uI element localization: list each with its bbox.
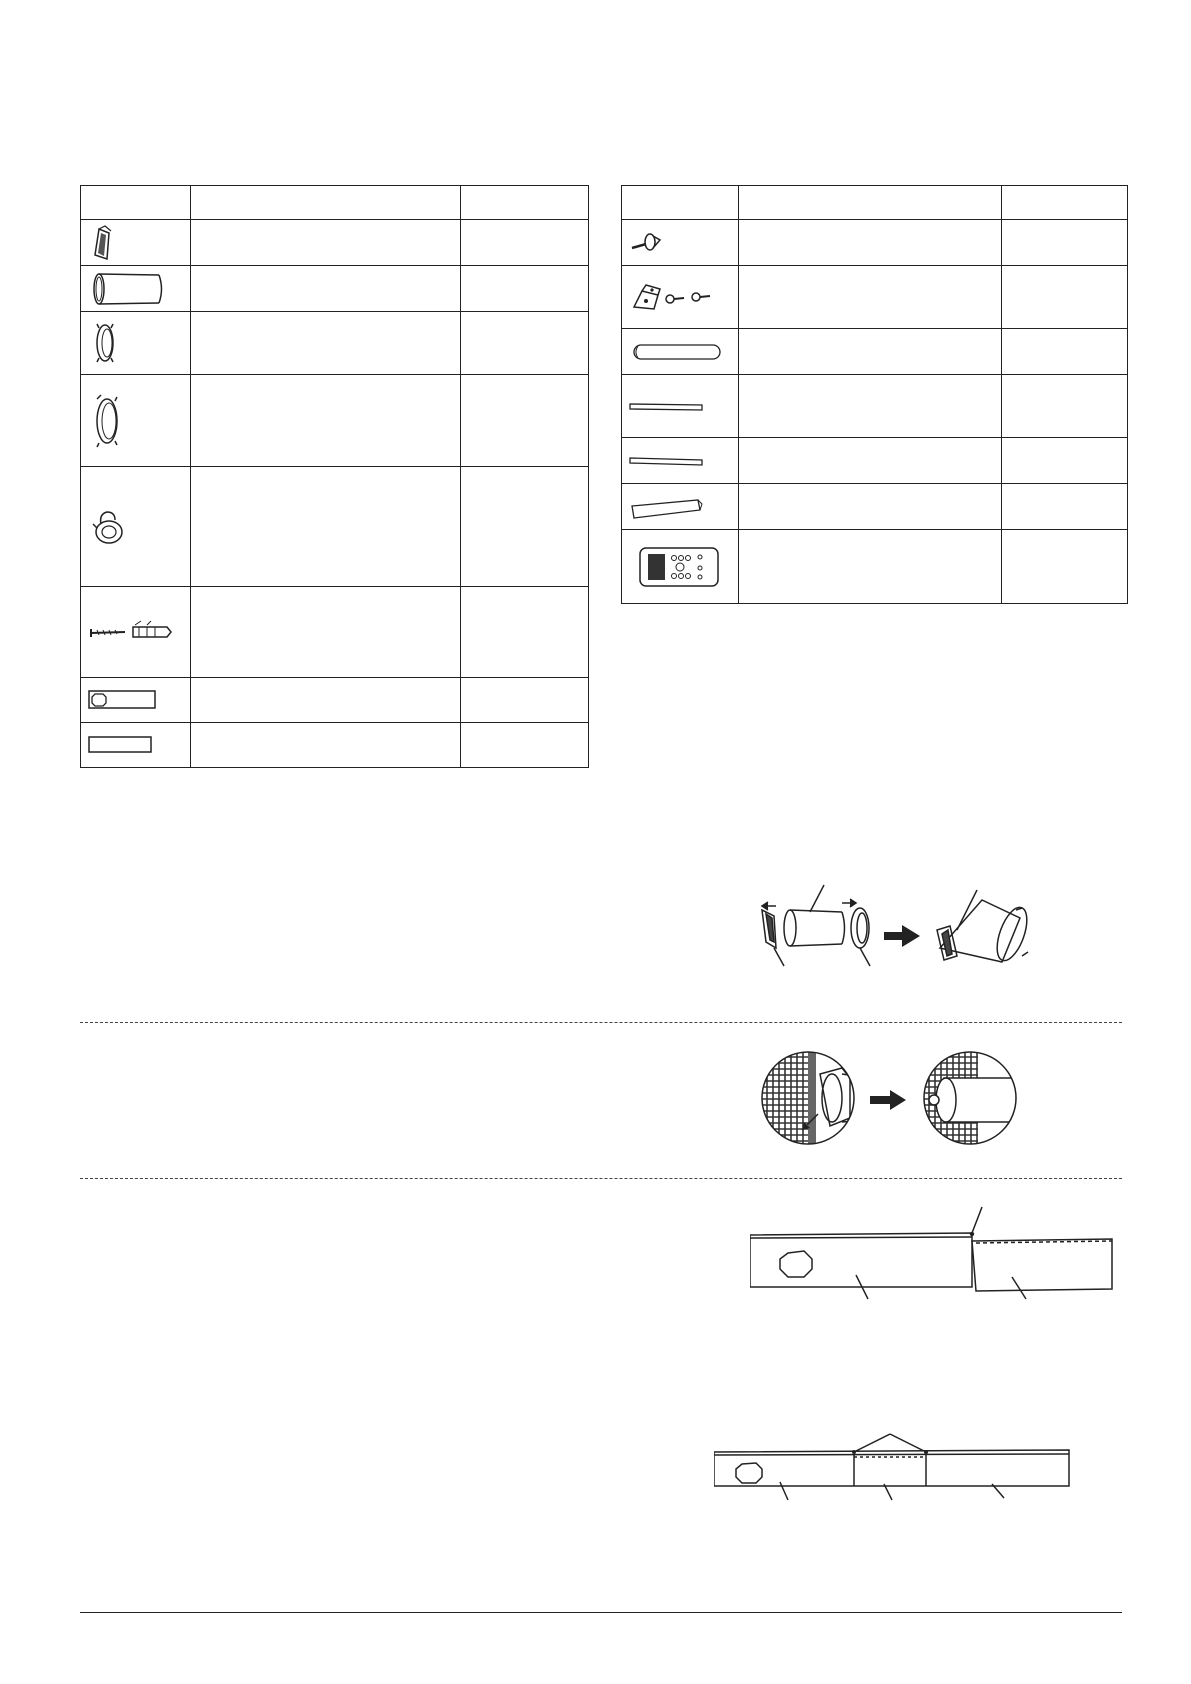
wall-exhaust-adapter-icon xyxy=(87,391,190,451)
section-divider xyxy=(80,1022,1122,1023)
hose-installation-figure xyxy=(758,1048,1028,1148)
table-header-row xyxy=(622,186,1128,220)
table-row xyxy=(81,220,589,266)
window-slider-adjust-figure xyxy=(750,1195,1120,1305)
foam-strip-b-icon xyxy=(628,451,738,471)
footer-rule xyxy=(80,1612,1122,1613)
window-slider-b-icon xyxy=(87,733,190,757)
accessories-table-right xyxy=(621,185,1128,604)
accessories-table-left xyxy=(80,185,589,768)
table-row xyxy=(81,678,589,723)
table-row xyxy=(622,530,1128,604)
bolt-icon xyxy=(628,228,738,258)
table-row xyxy=(622,329,1128,375)
remote-control-icon xyxy=(628,542,738,592)
window-slider-a-icon xyxy=(87,688,190,712)
screw-and-anchor-icon xyxy=(87,617,190,647)
foam-strip-a-icon xyxy=(628,396,738,416)
exhaust-hose-icon xyxy=(87,269,190,309)
foam-seal-icon xyxy=(628,340,738,364)
window-slider-extend-figure xyxy=(714,1430,1074,1510)
table-row xyxy=(81,375,589,467)
table-row xyxy=(622,438,1128,484)
table-row xyxy=(81,587,589,678)
table-row xyxy=(622,220,1128,266)
bracket-and-screws-icon xyxy=(628,277,738,317)
table-row xyxy=(81,723,589,768)
section-divider xyxy=(80,1178,1122,1179)
table-row xyxy=(81,467,589,587)
hose-assembly-figure xyxy=(752,870,1052,970)
table-row xyxy=(622,484,1128,530)
table-row xyxy=(81,312,589,375)
exhaust-cap-icon xyxy=(87,502,190,552)
foam-strip-c-icon xyxy=(628,492,738,522)
table-header-row xyxy=(81,186,589,220)
table-row xyxy=(81,266,589,312)
table-row xyxy=(622,266,1128,329)
table-row xyxy=(622,375,1128,438)
window-adapter-icon xyxy=(87,223,190,263)
hose-connector-icon xyxy=(87,318,190,368)
